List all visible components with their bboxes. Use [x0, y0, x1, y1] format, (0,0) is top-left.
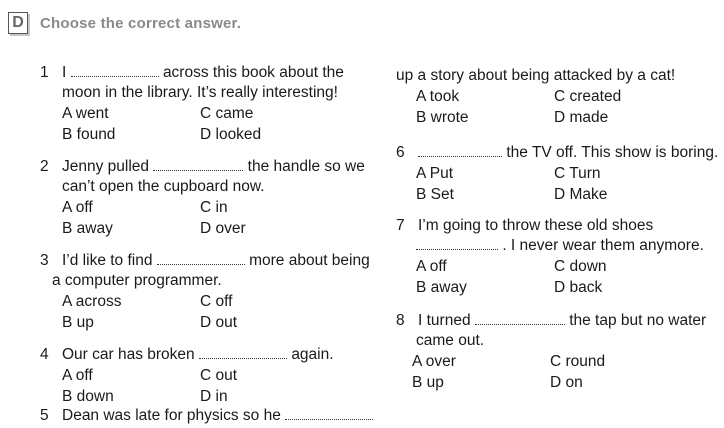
option[interactable]: A off: [62, 199, 93, 216]
option[interactable]: C came: [200, 105, 254, 122]
option[interactable]: C out: [200, 367, 238, 384]
answer-blank[interactable]: [199, 346, 287, 359]
option[interactable]: C Turn: [554, 165, 601, 182]
option[interactable]: D looked: [200, 125, 262, 143]
question-2: 2 Jenny pulled the handle so we can’t open the cupboard now. A off C in B away D over: [40, 157, 365, 239]
options-list: [416, 87, 704, 128]
option[interactable]: C in: [200, 199, 228, 216]
option[interactable]: C created: [554, 88, 622, 105]
question-6: 6 the TV off. This show is boring. A Put C Turn B Set D Make: [396, 143, 718, 205]
answer-blank[interactable]: [71, 64, 159, 77]
option[interactable]: D over: [200, 219, 246, 237]
option[interactable]: A Put: [416, 165, 454, 182]
question-4: 4 Our car has broken again. A off C out B down D in: [40, 345, 350, 407]
instruction-text: Choose the correct answer.: [40, 14, 242, 32]
answer-blank[interactable]: [285, 407, 373, 420]
section-letter-box: D: [8, 12, 28, 34]
question-5-continued: up a story about being attacked by a cat! A took C created B wrote D made: [396, 66, 704, 128]
option[interactable]: D in: [200, 387, 228, 405]
answer-blank[interactable]: [157, 252, 245, 265]
question-5: 5 Dean was late for physics so he: [40, 406, 373, 426]
option[interactable]: B away: [62, 219, 113, 237]
options-list: [416, 164, 718, 205]
options-list: [62, 292, 370, 333]
option[interactable]: C off: [200, 293, 233, 310]
option[interactable]: D back: [554, 278, 603, 296]
option[interactable]: C round: [550, 353, 606, 370]
answer-blank[interactable]: [475, 312, 565, 325]
options-list: [62, 366, 350, 407]
option[interactable]: B down: [62, 387, 114, 405]
option[interactable]: B Set: [416, 185, 454, 203]
option[interactable]: A off: [416, 258, 447, 275]
option[interactable]: D out: [200, 313, 238, 331]
options-list: [412, 352, 706, 393]
answer-blank[interactable]: [416, 237, 498, 250]
option[interactable]: D made: [554, 108, 609, 126]
option[interactable]: B wrote: [416, 108, 469, 126]
options-list: [62, 104, 350, 145]
option[interactable]: A over: [412, 353, 456, 370]
option[interactable]: B up: [412, 373, 444, 391]
option[interactable]: D Make: [554, 185, 608, 203]
exercise-header: [8, 10, 241, 36]
question-7: 7 I’m going to throw these old shoes . I never wear them anymore. A off C down B away D back: [396, 216, 704, 298]
option[interactable]: A off: [62, 367, 93, 384]
question-1: 1 I across this book about the moon in the library. It’s really interesting! A went C came B found D looked: [40, 63, 350, 145]
options-list: [62, 198, 365, 239]
option[interactable]: C down: [554, 258, 607, 275]
option[interactable]: A across: [62, 293, 122, 310]
option[interactable]: A took: [416, 88, 460, 105]
question-3: 3 I’d like to find more about being a computer programmer. A across C off B up D out: [40, 251, 370, 333]
question-8: 8 I turned the tap but no water came out. A over C round B up D on: [396, 311, 706, 393]
options-list: [416, 257, 704, 298]
option[interactable]: A went: [62, 105, 109, 122]
option[interactable]: B away: [416, 278, 467, 296]
option[interactable]: D on: [550, 373, 583, 391]
option[interactable]: B found: [62, 125, 116, 143]
option[interactable]: B up: [62, 313, 94, 331]
answer-blank[interactable]: [153, 158, 243, 171]
answer-blank[interactable]: [418, 144, 502, 157]
